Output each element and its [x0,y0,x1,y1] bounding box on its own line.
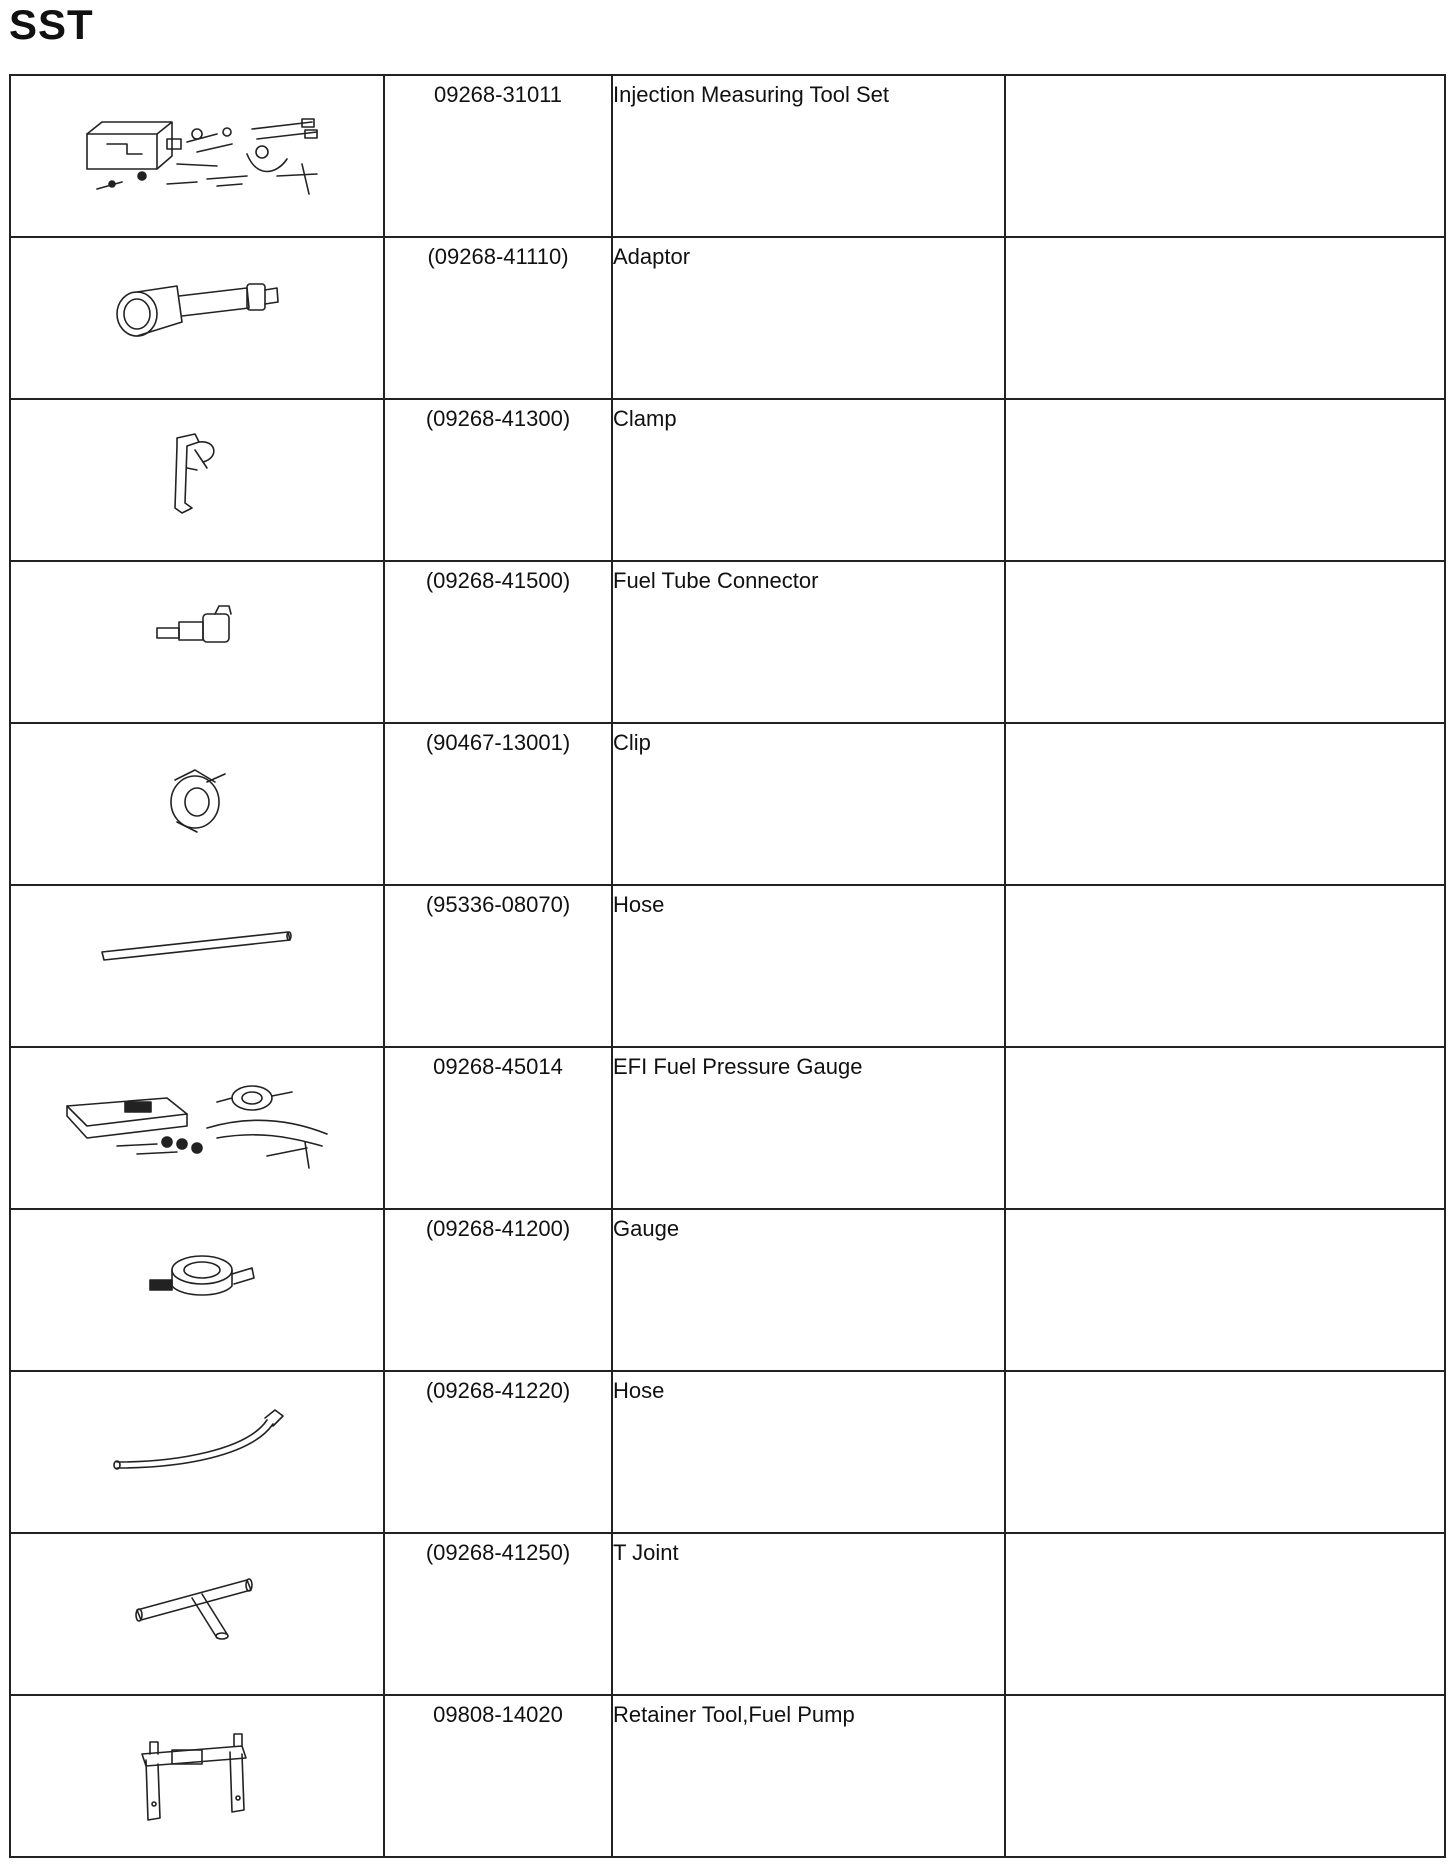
tool-name: Hose [613,892,665,917]
part-number: (09268-41200) [425,1216,571,1241]
part-number-cell [384,1533,612,1695]
t-joint-icon [107,1562,287,1652]
tool-name-cell [612,237,1005,399]
gauge-icon [122,1238,272,1318]
table-row [10,1371,1445,1533]
table-row [10,1533,1445,1695]
part-number: 09808-14020 [433,1702,563,1727]
part-number-cell [384,399,612,561]
note-cell [1005,399,1445,561]
tool-name-cell [612,1047,1005,1209]
note [1006,1696,1444,1702]
table-row [10,1209,1445,1371]
clip-icon [137,752,257,842]
note-cell [1005,1371,1445,1533]
table-row [10,1695,1445,1857]
hose-icon [97,1400,297,1480]
tool-illustration-cell [10,1371,384,1533]
tool-name: Clip [613,730,651,755]
note [1006,1534,1444,1540]
retainer-tool-icon [122,1724,272,1824]
part-number: (09268-41110) [427,244,569,269]
efi-fuel-pressure-gauge-kit-icon [47,1076,347,1176]
part-number: (09268-41300) [425,406,571,431]
note [1006,886,1444,892]
note-cell [1005,1047,1445,1209]
tool-illustration-cell [10,399,384,561]
note-cell [1005,237,1445,399]
note [1006,1372,1444,1378]
tool-illustration-cell [10,237,384,399]
part-number-cell [384,1695,612,1857]
part-number-cell [384,1371,612,1533]
tool-name: Adaptor [613,244,691,269]
note-cell [1005,1533,1445,1695]
tool-name-cell [612,1695,1005,1857]
injection-measuring-tool-set-icon [47,104,347,204]
tool-name: Gauge [613,1216,680,1241]
note [1006,1048,1444,1054]
tool-name: T Joint [613,1540,679,1565]
tool-name-cell [612,561,1005,723]
tool-name: Hose [613,1378,665,1403]
note-cell [1005,75,1445,237]
fuel-tube-connector-icon [137,590,257,660]
tool-illustration-cell [10,561,384,723]
table-row [10,1047,1445,1209]
part-number: (95336-08070) [425,892,571,917]
part-number-cell [384,561,612,723]
part-number: (09268-41220) [425,1378,571,1403]
part-number: 09268-45014 [433,1054,563,1079]
tool-name-cell [612,885,1005,1047]
tool-name: Injection Measuring Tool Set [613,82,889,107]
tool-illustration-cell [10,1695,384,1857]
tool-name-cell [612,1533,1005,1695]
sst-table [9,74,1446,1858]
tool-illustration-cell [10,723,384,885]
note-cell [1005,1695,1445,1857]
part-number: (09268-41250) [425,1540,571,1565]
tool-name-cell [612,75,1005,237]
note [1006,238,1444,244]
part-number: 09268-31011 [433,82,563,107]
table-row [10,723,1445,885]
tool-name-cell [612,723,1005,885]
note [1006,724,1444,730]
note-cell [1005,1209,1445,1371]
tool-name: Fuel Tube Connector [613,568,819,593]
part-number-cell [384,885,612,1047]
tool-name: Retainer Tool,Fuel Pump [613,1702,855,1727]
tool-name-cell [612,1371,1005,1533]
adaptor-icon [97,266,297,346]
note-cell [1005,561,1445,723]
table-row [10,561,1445,723]
note [1006,76,1444,82]
tool-illustration-cell [10,75,384,237]
part-number-cell [384,237,612,399]
tool-name: EFI Fuel Pressure Gauge [613,1054,863,1079]
table-row [10,885,1445,1047]
part-number: (90467-13001) [425,730,571,755]
part-number-cell [384,1047,612,1209]
tool-illustration-cell [10,1209,384,1371]
table-row [10,399,1445,561]
note [1006,562,1444,568]
table-row [10,237,1445,399]
part-number: (09268-41500) [425,568,571,593]
clamp-icon [137,428,257,518]
table-row [10,75,1445,237]
tool-illustration-cell [10,1533,384,1695]
tool-illustration-cell [10,1047,384,1209]
tool-name: Clamp [613,406,677,431]
part-number-cell [384,1209,612,1371]
page-title: SST [9,1,94,48]
note [1006,1210,1444,1216]
note-cell [1005,723,1445,885]
part-number-cell [384,723,612,885]
tool-name-cell [612,1209,1005,1371]
note [1006,400,1444,406]
tool-illustration-cell [10,885,384,1047]
note-cell [1005,885,1445,1047]
hose-icon [92,914,302,974]
part-number-cell [384,75,612,237]
tool-name-cell [612,399,1005,561]
